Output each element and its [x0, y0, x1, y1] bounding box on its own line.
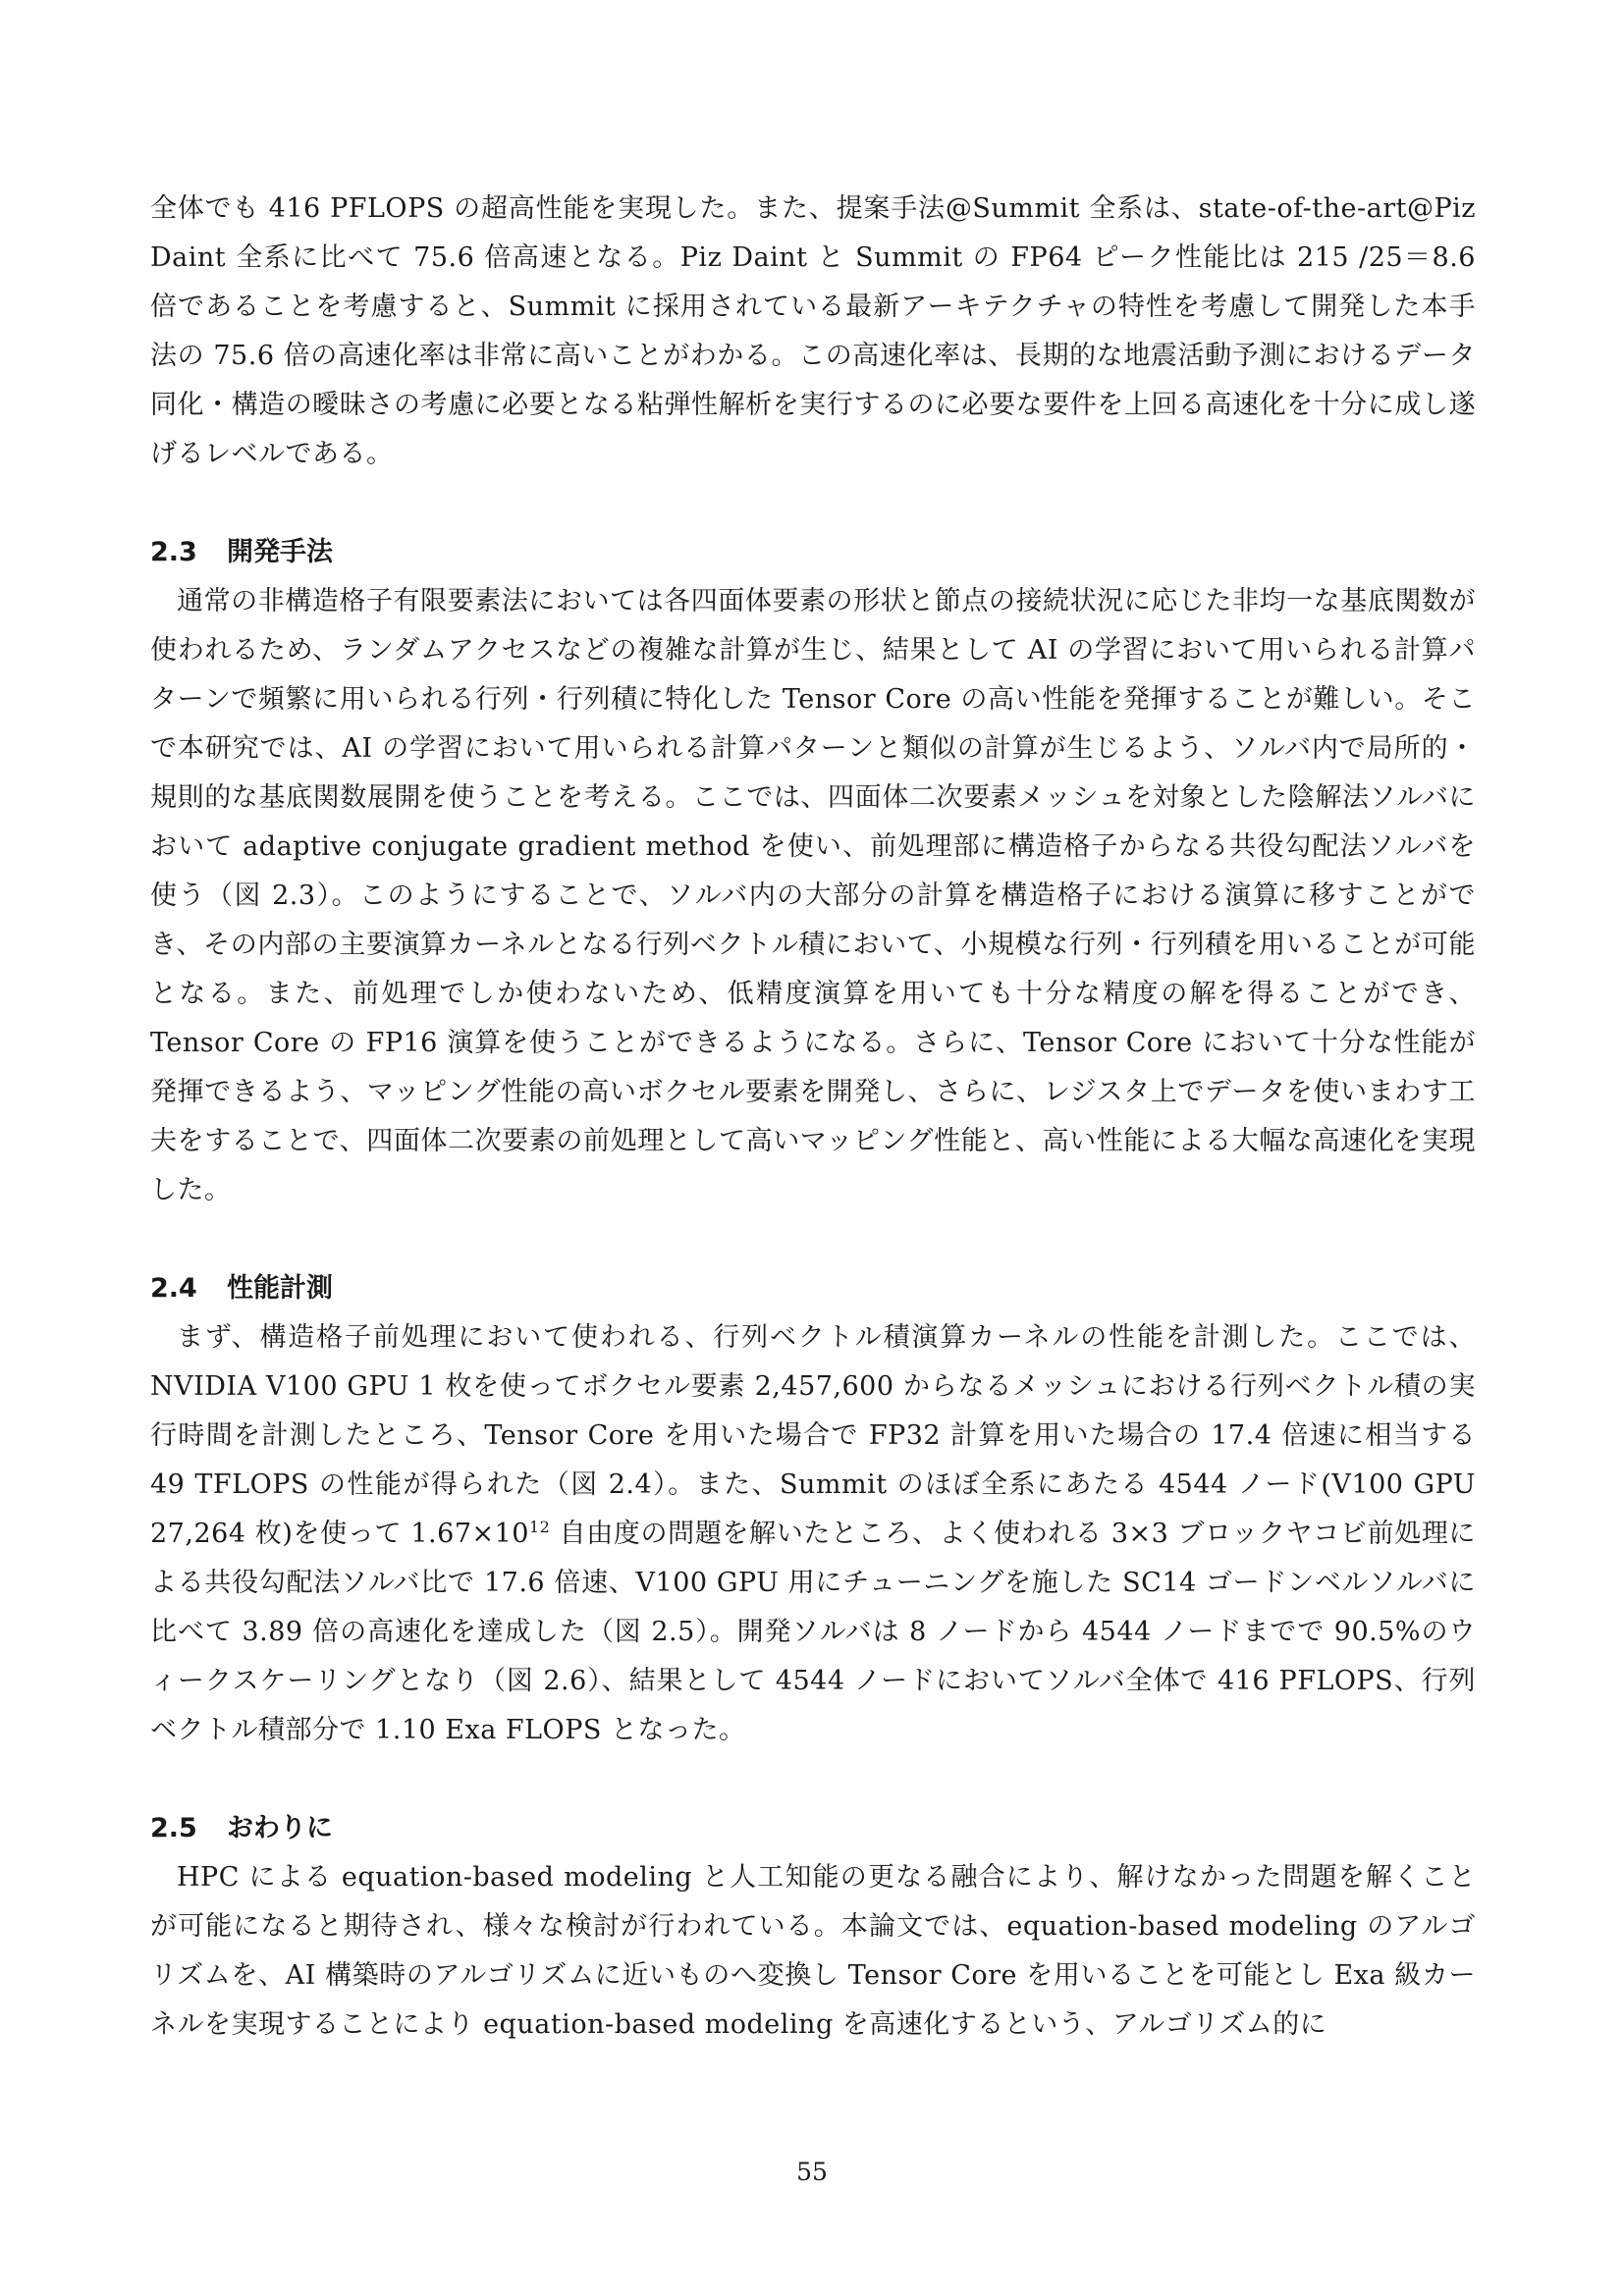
section-heading-2-5: [150, 1804, 1476, 1853]
section-number: 2.4: [150, 1273, 197, 1304]
section-number: 2.3: [150, 537, 197, 567]
page-content: [150, 185, 1476, 2050]
section-2-5-paragraph: HPC による equation-based modeling と人工知能の更なる融合により、解けなかった問題を解くことが可能になると期待され、様々な検討が行われている。本論文では、equation-based modeling のアルゴリズムを、AI 構築時のアルゴリズムに近いものへ変換し Tensor Core を用いることを可能とし Exa 級カーネルを実現することにより equation-based modeling を高速化するという、アルゴリズム的に: [150, 1862, 1476, 2040]
section-2-3-paragraph: 通常の非構造格子有限要素法においては各四面体要素の形状と節点の接続状況に応じた非均一な基底関数が使われるため、ランダムアクセスなどの複雑な計算が生じ、結果として AI の学習において用いられる計算パターンで頻繁に用いられる行列・行列積に特化した Tensor Core の高い性能を発揮することが難しい。そこで本研究では、AI の学習において用いられる計算パターンと類似の計算が生じるよう、ソルバ内で局所的・規則的な基底関数展開を使うことを考える。ここでは、四面体二次要素メッシュを対象とした陰解法ソルバにおいて adaptive conjugate gradient method を使い、前処理部に構造格子からなる共役勾配法ソルバを使う（図 2.3）。このようにすることで、ソルバ内の大部分の計算を構造格子における演算に移すことができ、その内部の主要演算カーネルとなる行列ベクトル積において、小規模な行列・行列積を用いることが可能となる。また、前処理でしか使わないため、低精度演算を用いても十分な精度の解を得ることができ、Tensor Core の FP16 演算を使うことができるようになる。さらに、Tensor Core において十分な性能が発揮できるよう、マッピング性能の高いボクセル要素を開発し、さらに、レジスタ上でデータを使いまわす工夫をすることで、四面体二次要素の前処理として高いマッピング性能と、高い性能による大幅な高速化を実現した。: [150, 586, 1476, 1205]
section-gap: [150, 479, 1476, 528]
intro-paragraph: 全体でも 416 PFLOPS の超高性能を実現した。また、提案手法@Summit 全系は、state-of-the-art@Piz Daint 全系に比べて 75.6 倍高速となる。Piz Daint と Summit の FP64 ピーク性能比は 215 /25＝8.6 倍であることを考慮すると、Summit に採用されている最新アーキテクチャの特性を考慮して開発した本手法の 75.6 倍の高速化率は非常に高いことがわかる。この高速化率は、長期的な地震活動予測におけるデータ同化・構造の曖昧さの考慮に必要となる粘弾性解析を実行するのに必要な要件を上回る高速化を十分に成し遂げるレベルである。: [150, 193, 1476, 469]
section-gap: [150, 1755, 1476, 1804]
section-heading-2-4: [150, 1264, 1476, 1313]
exponent: 12: [528, 1518, 551, 1536]
section-title: 開発手法: [227, 537, 333, 567]
section-2-4-paragraph: [150, 1313, 1476, 1755]
paragraph-text: まず、構造格子前処理において使われる、行列ベクトル積演算カーネルの性能を計測した。ここでは、NVIDIA V100 GPU 1 枚を使ってボクセル要素 2,457,600 からなるメッシュにおける行列ベクトル積の実行時間を計測したところ、Tensor Core を用いた場合で FP32 計算を用いた場合の 17.4 倍速に相当する 49 TFLOPS の性能が得られた（図 2.4）。また、Summit のほぼ全系にあたる 4544 ノード(V100 GPU 27,264 枚)を使って 1.67×10: [150, 1322, 1476, 1549]
section-heading-2-3: [150, 528, 1476, 577]
section-gap: [150, 1215, 1476, 1264]
section-title: おわりに: [227, 1813, 333, 1843]
paragraph-text: 自由度の問題を解いたところ、よく使われる 3×3 ブロックヤコビ前処理による共役勾配法ソルバ比で 17.6 倍速、V100 GPU 用にチューニングを施した SC14 ゴードンベルソルバに比べて 3.89 倍の高速化を達成した（図 2.5）。開発ソルバは 8 ノードから 4544 ノードまでで 90.5%のウィークスケーリングとなり（図 2.6）、結果として 4544 ノードにおいてソルバ全体で 416 PFLOPS、行列ベクトル積部分で 1.10 Exa FLOPS となった。: [150, 1519, 1476, 1745]
section-title: 性能計測: [227, 1273, 333, 1304]
page-number: 55: [796, 2158, 828, 2186]
section-number: 2.5: [150, 1813, 197, 1843]
